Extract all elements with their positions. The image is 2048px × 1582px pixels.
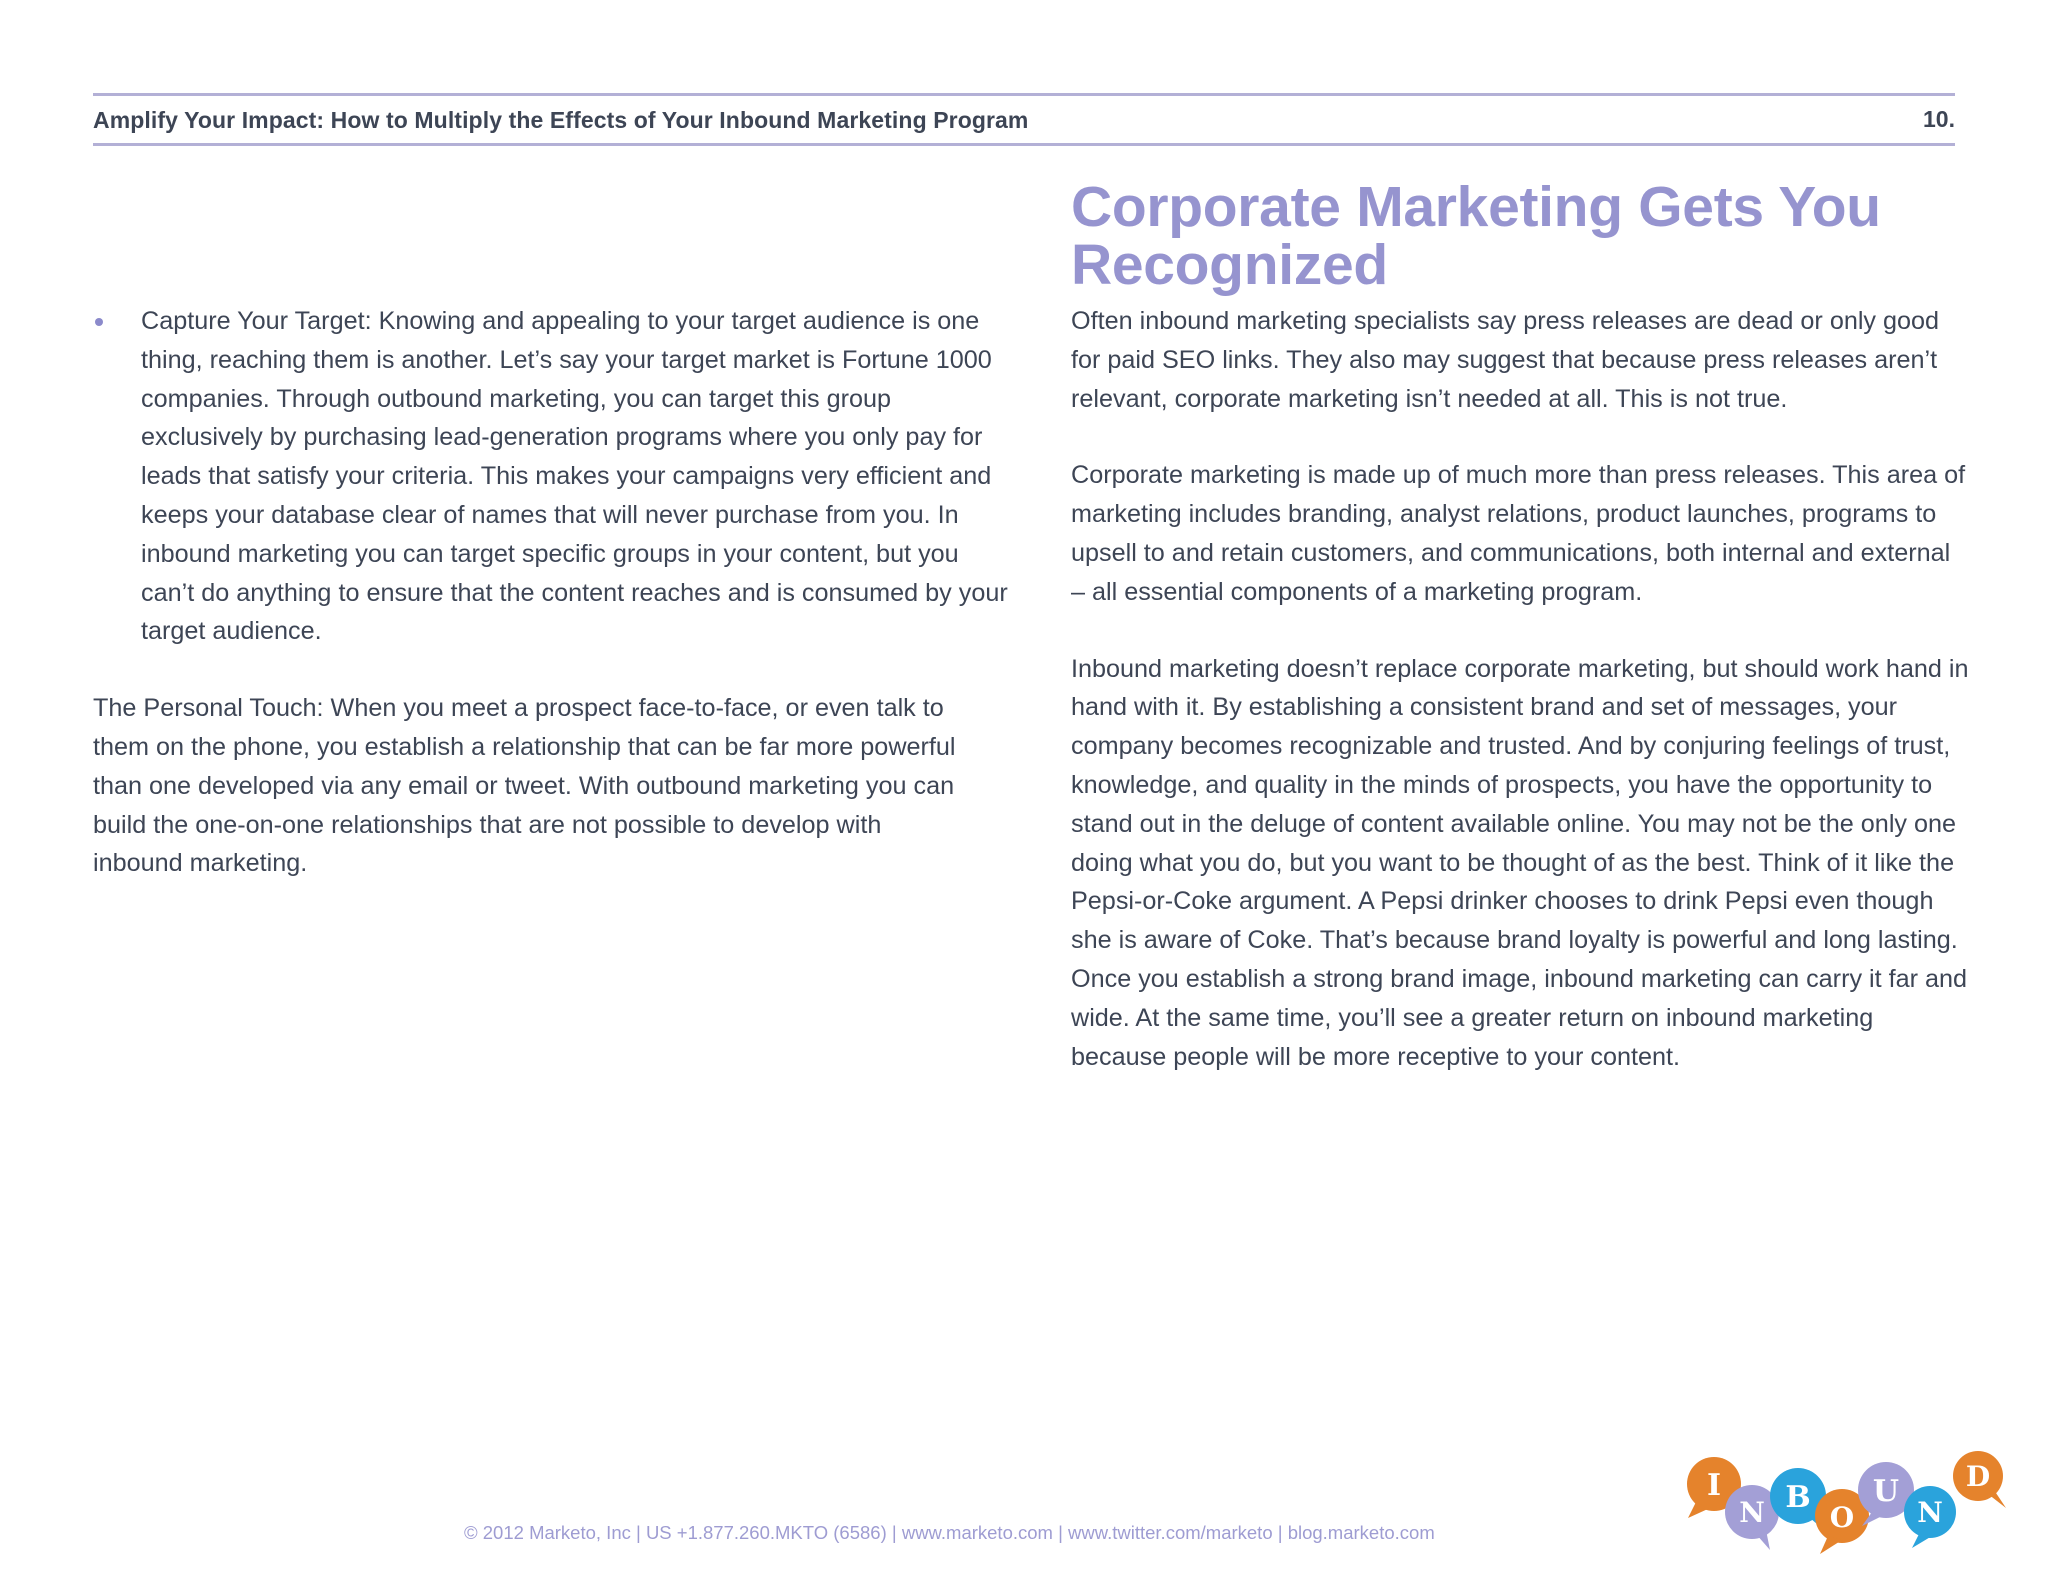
logo-bubble-n2 — [1904, 1486, 1956, 1548]
section-heading: Corporate Marketing Gets You Recognized — [1071, 175, 1881, 297]
logo-letter-n: N — [1739, 1496, 1765, 1529]
bullet-text: Capture Your Target: Knowing and appealing to your target audience is one thing, reaching them is another. Let’s say your target market is Fortune 1000 companies. Through outbound marketing, you can target this group exclusively by purchasing lead-generation programs where you only pay for leads that satisfy your criteria. This makes your campaigns very efficient and keeps your database clear of names that will never purchase from you. In inbound marketing you can target specific groups in your content, but you can’t do anything to ensure that the content reaches and is consumed by your target audience. — [141, 307, 1008, 646]
personal-touch-paragraph: The Personal Touch: When you meet a prospect face-to-face, or even talk to them on the phone, you establish a relationship that can be far more powerful than one developed via any email or tweet. With outbound marketing you can build the one-on-one relationships that are not possible to develop with inbound marketing. — [93, 694, 956, 878]
right-column — [1071, 175, 1971, 1076]
bullet-icon — [95, 318, 103, 326]
logo-letter-d: D — [1965, 1460, 1991, 1493]
logo-letter-b: B — [1785, 1480, 1811, 1515]
header-top-rule — [93, 93, 1955, 96]
page-number: 10. — [1923, 106, 1955, 132]
logo-letter-i: I — [1706, 1468, 1722, 1503]
document-title: Amplify Your Impact: How to Multiply the Effects of Your Inbound Marketing Program — [93, 107, 1029, 133]
paragraph-1: Often inbound marketing specialists say press releases are dead or only good for paid SEO links. They also may suggest that because press releases aren’t relevant, corporate marketing isn’t needed at all. This is not true. — [1071, 307, 1940, 413]
header-bottom-rule — [93, 143, 1955, 146]
left-column — [93, 302, 1008, 883]
list-item — [93, 302, 1011, 651]
logo-letter-n2: N — [1917, 1496, 1943, 1529]
paragraph-2: Corporate marketing is made up of much more than press releases. This area of marketing includes branding, analyst relations, product launches, programs to upsell to and retain customers, and communications, both internal and external – all essential components of a marketing program. — [1071, 461, 1966, 606]
inbound-logo — [1676, 1450, 2012, 1560]
logo-letter-u: U — [1872, 1474, 1900, 1509]
paragraph-3: Inbound marketing doesn’t replace corporate marketing, but should work hand in hand with it. By establishing a consistent brand and set of messages, your company becomes recognizable and trusted. And by conjuring feelings of trust, knowledge, and quality in the minds of prospects, you have the opportunity to stand out in the deluge of content available online. You may not be the only one doing what you do, but you want to be thought of as the best. Think of it like the Pepsi-or-Coke argument. A Pepsi drinker chooses to drink Pepsi even though she is aware of Coke. That’s because brand loyalty is powerful and long lasting. Once you establish a strong brand image, inbound marketing can carry it far and wide. At the same time, you’ll see a greater return on inbound marketing because people will be more receptive to your content. — [1071, 654, 1969, 1071]
logo-bubble-d — [1953, 1451, 2006, 1508]
logo-letter-o: O — [1829, 1501, 1855, 1534]
footer-contact: © 2012 Marketo, Inc | US +1.877.260.MKTO (6586) | www.marketo.com | www.twitter.com/marketo | blog.marketo.com — [464, 1522, 1435, 1543]
